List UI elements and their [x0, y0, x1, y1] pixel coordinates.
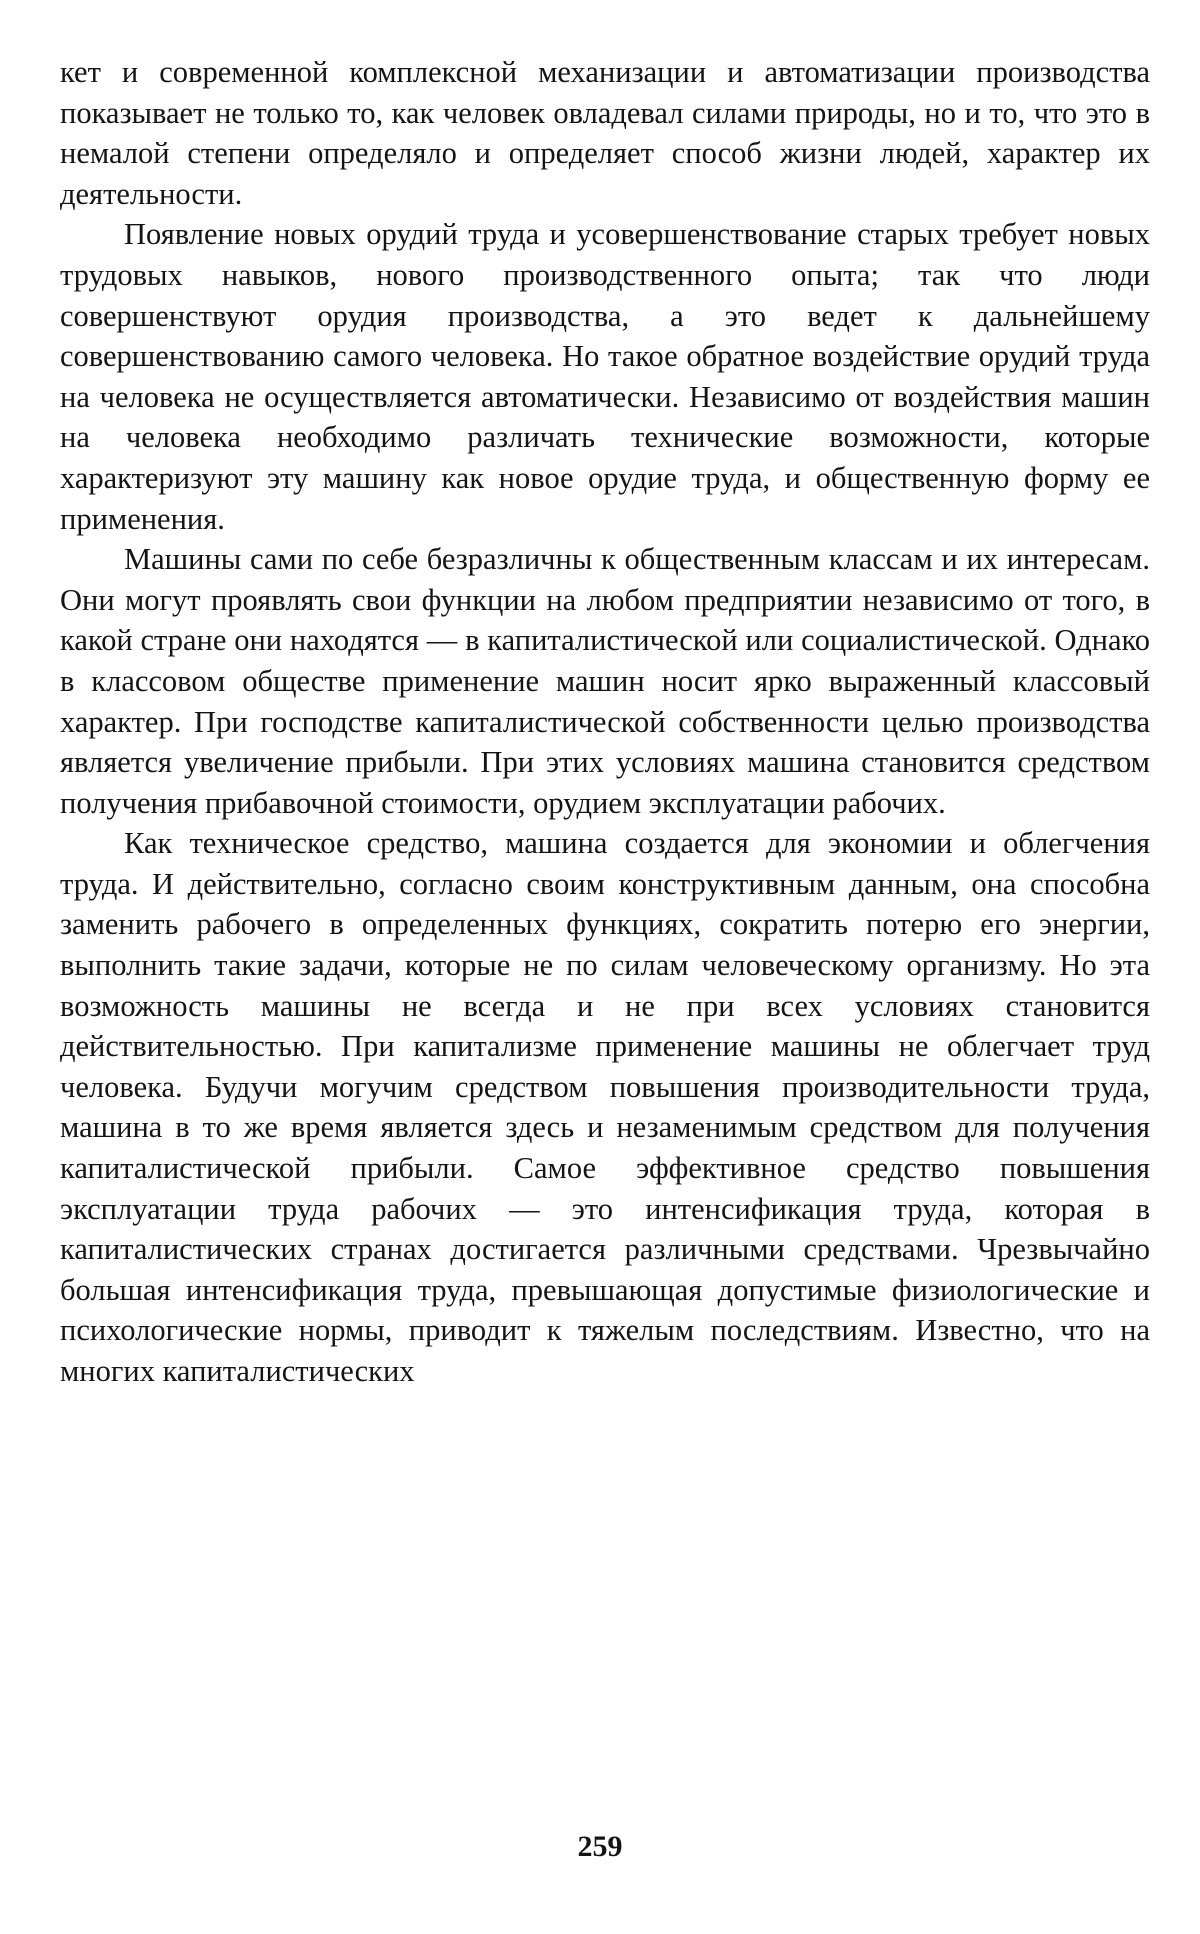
- page-body: [60, 52, 1150, 1392]
- paragraph-3: Машины сами по себе безразличны к общественным классам и их интересам. Они могут проявлять свои функции на любом предприятии независимо от того, в какой стране они находятся — в капиталистической или социалистической. Однако в классовом обществе применение машин носит ярко выраженный классовый характер. При господстве капиталистической собственности целью производства является увеличение прибыли. При этих условиях машина становится средством получения прибавочной стоимости, орудием эксплуатации рабочих.: [60, 542, 1150, 820]
- paragraph-1: кет и современной комплексной механизации и автоматизации производства показывает не только то, как человек овладевал силами природы, но и то, что это в немалой степени определяло и определяет способ жизни людей, характер их деятельности.: [60, 55, 1150, 211]
- paragraph-2: Появление новых орудий труда и усовершенствование старых требует новых трудовых навыков, нового производственного опыта; так что люди совершенствуют орудия производства, а это ведет к дальнейшему совершенствованию самого человека. Но такое обратное воздействие орудий труда на человека не осуществляется автоматически. Независимо от воздействия машин на человека необходимо различать технические возможности, которые характеризуют эту машину как новое орудие труда, и общественную форму ее применения.: [60, 217, 1150, 536]
- page-number: 259: [577, 1830, 623, 1863]
- paragraph-4: Как техническое средство, машина создается для экономии и облегчения труда. И действительно, согласно своим конструктивным данным, она способна заменить рабочего в определенных функциях, сократить потерю его энергии, выполнить такие задачи, которые не по силам человеческому организму. Но эта возможность машины не всегда и не при всех условиях становится действительностью. При капитализме применение машины не облегчает труд человека. Будучи могучим средством повышения производительности труда, машина в то же время является здесь и незаменимым средством для получения капиталистической прибыли. Самое эффективное средство повышения эксплуатации труда рабочих — это интенсификация труда, которая в капиталистических странах достигается различными средствами. Чрезвычайно большая интенсификация труда, превышающая допустимые физиологические и психологические нормы, приводит к тяжелым последствиям. Известно, что на многих капиталистических: [60, 826, 1150, 1388]
